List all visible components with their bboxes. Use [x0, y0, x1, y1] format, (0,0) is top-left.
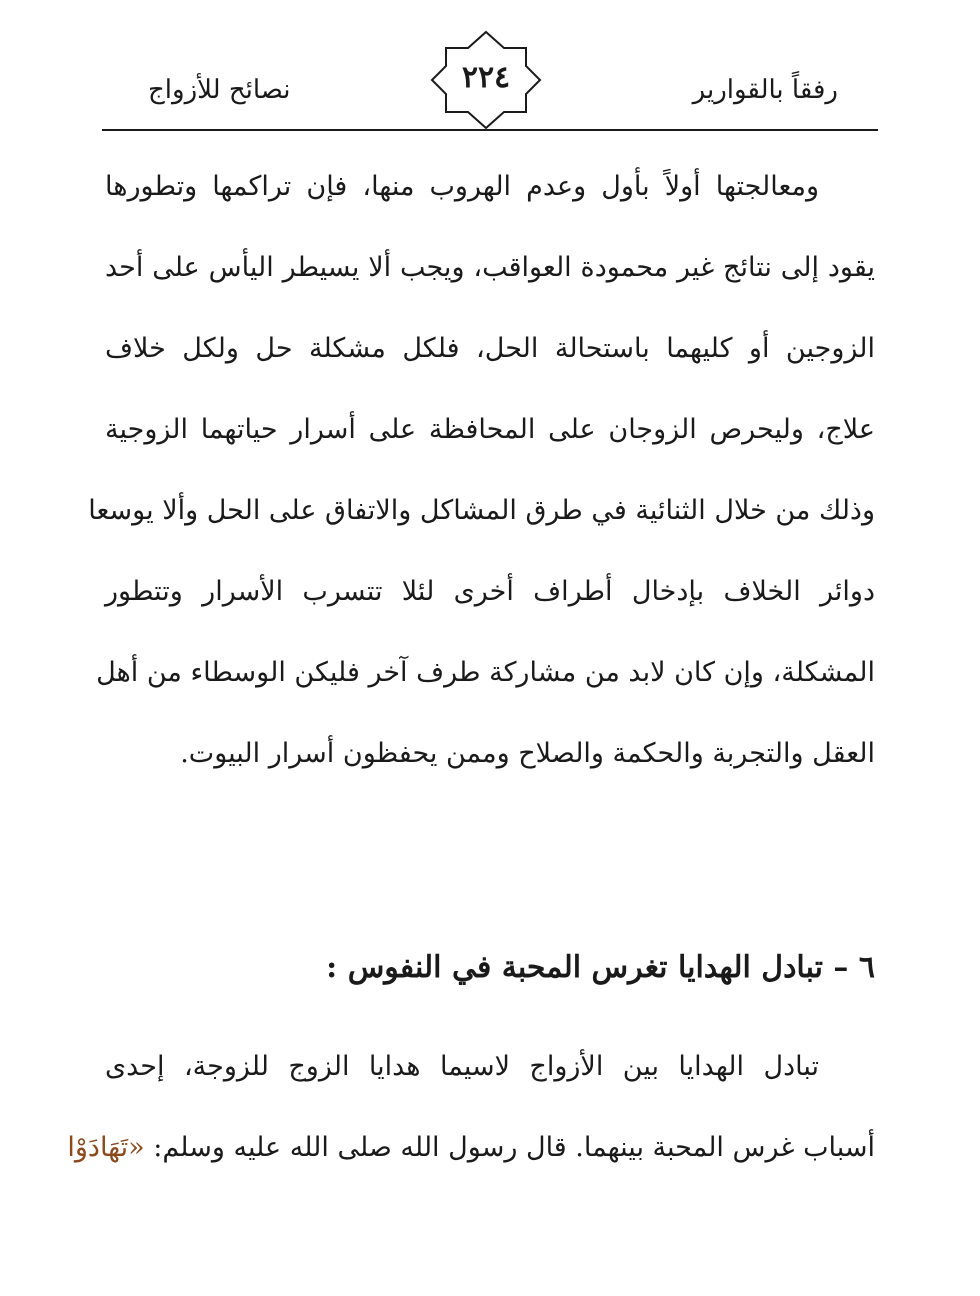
text-line: العقل والتجربة والحكمة والصلاح وممن يحفظون أسرار البيوت. [180, 738, 875, 769]
hadith-quote: «تَهَادَوْا [67, 1132, 145, 1163]
paragraph-2 [67, 1026, 875, 1188]
text-line: علاج، وليحرص الزوجان على المحافظة على أسرار حياتهما الزوجية [105, 414, 875, 445]
chapter-title: نصائح للأزواج [148, 75, 291, 105]
text-segment: أسباب غرس المحبة بينهما. قال رسول الله صلى الله عليه وسلم: [144, 1132, 875, 1163]
text-line: تبادل الهدايا بين الأزواج لاسيما هدايا الزوج للزوجة، إحدى [105, 1051, 819, 1082]
text-line: الزوجين أو كليهما باستحالة الحل، فلكل مشكلة حل ولكل خلاف [105, 333, 875, 364]
header-divider [102, 129, 878, 131]
page-number: ٢٢٤ [461, 60, 511, 95]
text-line: وذلك من خلال الثنائية في طرق المشاكل والاتفاق على الحل وألا يوسعا [88, 495, 875, 526]
text-line: دوائر الخلاف بإدخال أطراف أخرى لئلا تتسرب الأسرار وتتطور [105, 576, 875, 607]
book-title: رفقاً بالقوارير [692, 75, 838, 105]
page-number-badge [430, 30, 542, 130]
section-heading: ٦ – تبادل الهدايا تغرس المحبة في النفوس : [326, 950, 875, 985]
text-line [67, 1107, 875, 1188]
paragraph-1 [88, 146, 875, 794]
text-line: ومعالجتها أولاً بأول وعدم الهروب منها، فإن تراكمها وتطورها [105, 171, 819, 202]
text-line: المشكلة، وإن كان لابد من مشاركة طرف آخر فليكن الوسطاء من أهل [96, 657, 875, 688]
text-line: يقود إلى نتائج غير محمودة العواقب، ويجب ألا يسيطر اليأس على أحد [105, 252, 875, 283]
